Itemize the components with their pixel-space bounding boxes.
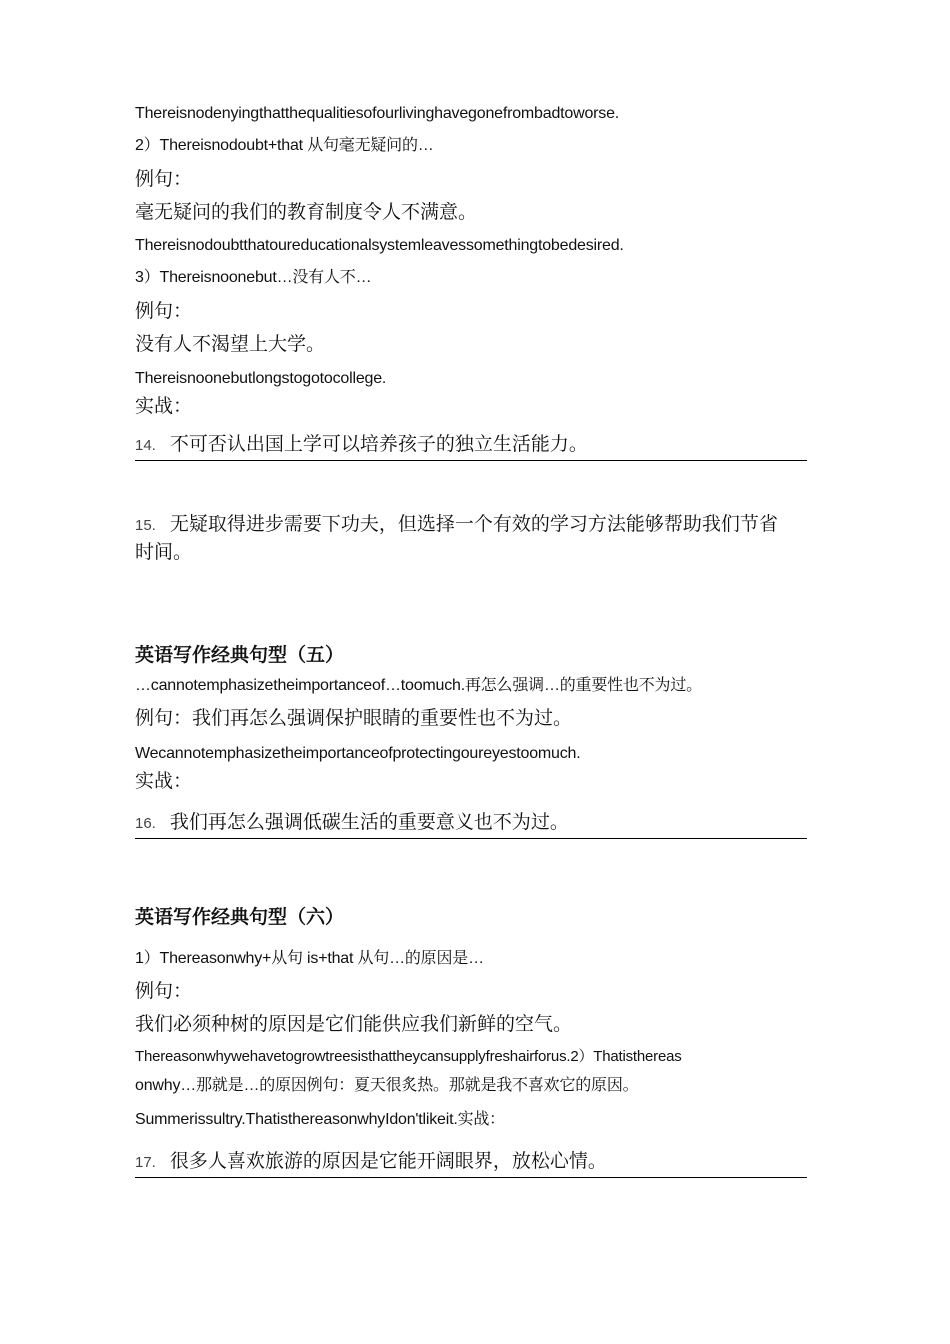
section-heading-6: 英语写作经典句型（六） <box>135 906 345 928</box>
chinese-example: 毫无疑问的我们的教育制度令人不满意。 <box>135 201 478 223</box>
exercise-text: 不可否认出国上学可以培养孩子的独立生活能力。 <box>169 433 588 455</box>
english-example: Wecannotemphasizetheimportanceofprotectingoureyestoomuch. <box>135 745 581 762</box>
exercise-15 <box>135 511 795 566</box>
english-example: Thereisnodoubtthatoureducationalsystemleavessomethingtobedesired. <box>135 237 624 254</box>
exercise-text: 我们再怎么强调低碳生活的重要意义也不为过。 <box>169 811 569 833</box>
example-label: 例句： <box>135 168 193 190</box>
practice-label: 实战： <box>135 770 193 792</box>
sentence-line: Thereisnodenyingthatthequalitiesofourlivinghavegonefrombadtoworse. <box>135 105 620 122</box>
exercise-number: 16. <box>135 815 156 832</box>
exercise-16 <box>135 809 807 839</box>
example-sentence: 例句：我们再怎么强调保护眼睛的重要性也不为过。 <box>135 707 573 729</box>
exercise-text: 很多人喜欢旅游的原因是它能开阔眼界，放松心情。 <box>169 1150 607 1172</box>
chinese-example: 没有人不渴望上大学。 <box>135 333 326 355</box>
example-label: 例句： <box>135 300 193 322</box>
pattern-heading: 1）Thereasonwhy+从句 is+that 从句…的原因是… <box>135 950 484 967</box>
english-example: Thereisnoonebutlongstogotocollege. <box>135 370 387 387</box>
pattern-heading: …cannotemphasizetheimportanceof…toomuch.再怎么强调…的重要性也不为过。 <box>135 677 702 694</box>
english-example: Summerissultry.ThatisthereasonwhyIdon'tlikeit.实战： <box>135 1111 505 1128</box>
exercise-number: 14. <box>135 437 156 454</box>
pattern-example-line: onwhy…那就是…的原因例句：夏天很炙热。那就是我不喜欢它的原因。 <box>135 1077 639 1094</box>
exercise-number: 15. <box>135 517 156 534</box>
pattern-heading: 3）Thereisnoonebut…没有人不… <box>135 269 372 286</box>
practice-label: 实战： <box>135 395 193 417</box>
exercise-17 <box>135 1148 807 1178</box>
example-label: 例句： <box>135 980 193 1002</box>
english-example: Thereasonwhywehavetogrowtreesisthattheycansupplyfreshairforus.2）Thatisthereas <box>135 1048 682 1065</box>
exercise-number: 17. <box>135 1154 156 1171</box>
exercise-text: 无疑取得进步需要下功夫，但选择一个有效的学习方法能够帮助我们节省时间。 <box>135 513 778 563</box>
pattern-heading: 2）Thereisnodoubt+that 从句毫无疑问的… <box>135 137 434 154</box>
chinese-example: 我们必须种树的原因是它们能供应我们新鲜的空气。 <box>135 1013 573 1035</box>
exercise-14 <box>135 431 807 461</box>
section-heading-5: 英语写作经典句型（五） <box>135 644 345 666</box>
